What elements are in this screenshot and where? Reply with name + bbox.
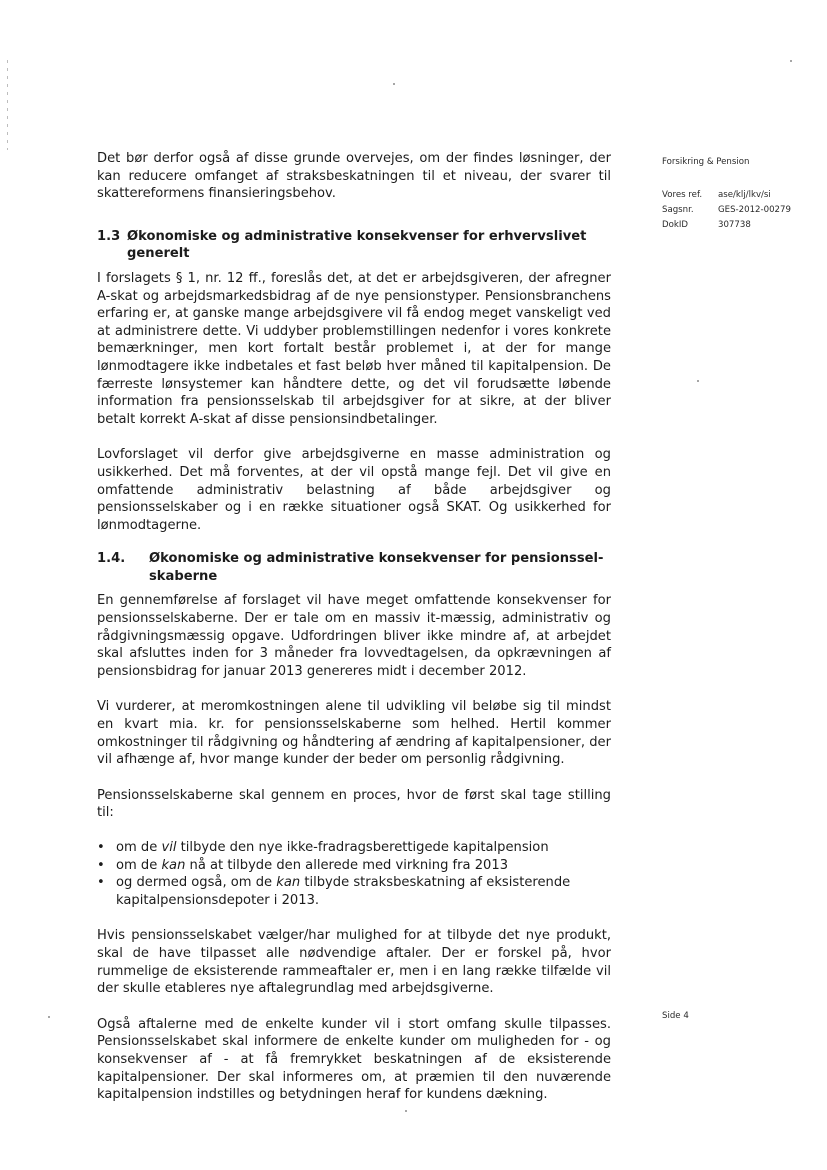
case-number-value: GES-2012-00279 <box>718 205 791 215</box>
case-number-row <box>662 203 822 218</box>
list-item <box>97 874 611 909</box>
list-item-post: tilbyde den nye ikke-fradragsberettigede kapitalpension <box>176 840 549 855</box>
page-number: Side 4 <box>662 1011 689 1021</box>
section-title: Økonomiske og administrative konsekvenser for pensionsselskaberne <box>149 551 604 584</box>
section-1-4-paragraph-5: Også aftalerne med de enkelte kunder vil i stort omfang skulle tilpasses. Pensionsselskabet skal informere de enkelte kunder om muligheden for - og konsekvenser af - at få fremrykket beskatningen af de eksisterende kapitalpensioner. Der skal informeres om, at præmien til den nuværende kapitalpension indstilles og betydningen heraf for kundens dækning. <box>97 1016 611 1103</box>
section-heading-1-3 <box>97 228 611 263</box>
scan-speck <box>405 1110 407 1112</box>
list-item-emphasis: kan <box>161 857 186 873</box>
list-item-post: tilbyde straksbeskatning af eksisterende kapitalpensionsdepoter i 2013. <box>116 875 571 908</box>
scan-speck <box>393 83 395 85</box>
intro-paragraph: Det bør derfor også af disse grunde overvejes, om der findes løsninger, der kan reducere omfanget af straksbeskatningen til et niveau, der svarer til skattereformens finansieringsbehov. <box>97 151 611 202</box>
reference-block <box>662 155 822 233</box>
list-item-emphasis: vil <box>161 840 177 855</box>
scan-edge-mark <box>7 60 8 150</box>
section-number: 1.3 <box>97 228 121 244</box>
section-title: Økonomiske og administrative konsekvenser for erhvervslivet generelt <box>127 228 587 262</box>
list-item-pre: om de <box>116 857 162 873</box>
list-item-post: nå at tilbyde den allerede med virkning fra 2013 <box>185 857 509 873</box>
letter-body <box>97 150 611 1104</box>
list-item <box>97 857 611 875</box>
section-1-3-paragraph-1: I forslagets § 1, nr. 12 ff., foreslås det, at det er arbejdsgiveren, der afregner A-skat og arbejdsmarkedsbidrag af de nye pensionstyper. Pensionsbranchens erfaring er, at ganske mange arbejdsgivere vil få endog meget vanskeligt ved at administrere dette. Vi uddyber problemstillingen nedenfor i vores konkrete bemærkninger, men kort fortalt består problemet i, at der for mange lønmodtagere ikke indbetales et fast beløb hver måned til kapitalpension. De færreste lønsystemer kan håndtere dette, og det vil forudsætte løbende information fra pensionsselskab til arbejdsgiver for at sikre, at der bliver betalt korrekt A-skat af disse pensionsindbetalinger. <box>97 270 611 427</box>
section-1-4-paragraph-2: Vi vurderer, at meromkostningen alene til udvikling vil beløbe sig til mindst en kvart mia. kr. for pensionsselskaberne som helhed. Hertil kommer omkostninger til rådgivning og håndtering af ændring af kapitalpensioner, der vil afhænge af, hvor mange kunder der beder om personlig rådgivning. <box>97 699 611 768</box>
doc-id-row <box>662 218 822 233</box>
scan-speck <box>790 60 792 62</box>
doc-id-value: 307738 <box>718 220 751 230</box>
case-number-label: Sagsnr. <box>662 205 694 215</box>
section-1-4-paragraph-1: En gennemførelse af forslaget vil have meget omfattende konsekvenser for pensionsselskaberne. Der er tale om en massiv it-mæssig, administrativ og rådgivningsmæssig opgave. Udfordringen bliver ikke mindre af, at arbejdet skal afsluttes inden for 3 måneder fra lovvedtagelsen, da opkrævningen af pensionsbidrag for januar 2013 genereres midt i december 2012. <box>97 593 611 679</box>
list-item-pre: og dermed også, om de <box>116 875 277 891</box>
section-heading-1-4 <box>97 550 611 585</box>
doc-id-label: DokID <box>662 220 689 230</box>
section-1-4-paragraph-3: Pensionsselskaberne skal gennem en proces, hvor de først skal tage stilling til: <box>97 787 611 821</box>
section-1-3-paragraph-2: Lovforslaget vil derfor give arbejdsgiverne en masse administration og usikkerhed. Det må forventes, at der vil opstå mange fejl. Det vil give en omfattende administrativ belastning af både arbejdsgiver og pensionsselskaber og i en række situationer også SKAT. Og usikkerhed for lønmodtagerne. <box>97 447 611 533</box>
section-number: 1.4. <box>97 551 126 567</box>
list-item-pre: om de <box>116 840 162 855</box>
ref-label: Vores ref. <box>662 190 703 200</box>
list-item-emphasis: kan <box>276 875 301 891</box>
ref-value: ase/klj/lkv/si <box>718 190 771 200</box>
scan-speck <box>48 1016 50 1018</box>
section-1-4-paragraph-4: Hvis pensionsselskabet vælger/har mulighed for at tilbyde det nye produkt, skal de have tilpasset alle nødvendige aftaler. Der er forskel på, hvor rummelige de eksisterende rammeaftaler er, men i en lang række tilfælde vil der skulle etableres nye aftalegrundlag med arbejdsgiverne. <box>97 928 611 997</box>
list-item <box>97 839 611 857</box>
ref-row <box>662 188 822 203</box>
bullet-list <box>97 839 611 909</box>
scan-speck <box>697 380 699 382</box>
organization-name: Forsikring & Pension <box>662 157 750 167</box>
